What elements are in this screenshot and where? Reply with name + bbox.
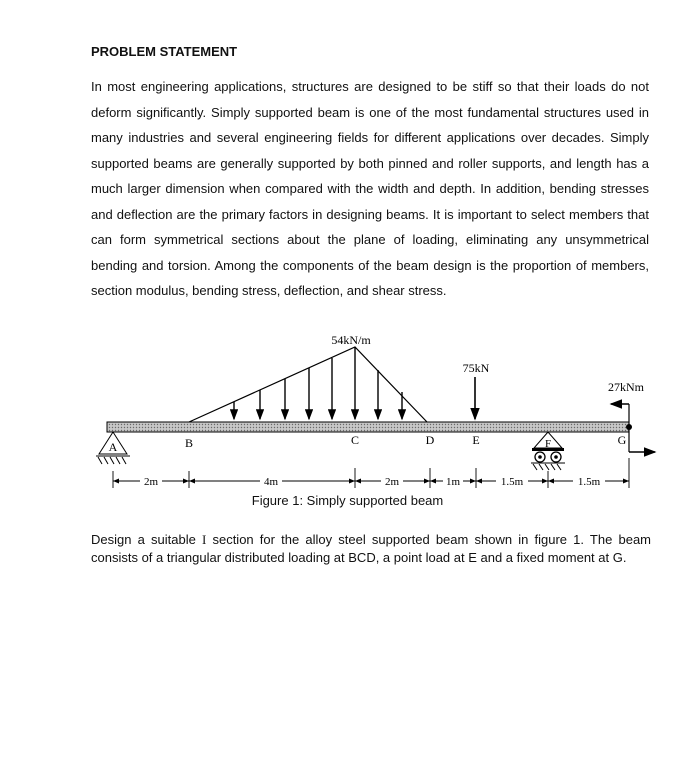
distributed-load-outline (189, 347, 427, 422)
beam-figure (90, 330, 670, 490)
design-text-after: section for the alloy steel supported beam shown in figure 1. The beam consists of a triangular distributed loading at BCD, a point load at E and a fixed moment at G. (91, 532, 651, 565)
dim-de: 1m (445, 476, 461, 488)
label-d: D (425, 433, 435, 447)
dim-bc: 4m (263, 476, 279, 488)
label-e: E (472, 433, 480, 447)
label-a: A (108, 440, 118, 454)
label-f: F (544, 438, 552, 450)
design-text-before: Design a suitable (91, 532, 202, 547)
point-g-dot (626, 424, 632, 430)
distributed-load-label: 54kN/m (331, 333, 371, 347)
distributed-load-arrows (234, 347, 402, 419)
label-g: G (617, 433, 627, 447)
point-load-label: 75kN (462, 361, 490, 375)
label-b: B (184, 436, 194, 450)
dim-cd: 2m (384, 476, 400, 488)
moment-label: 27kNm (608, 380, 644, 394)
problem-statement-heading: PROBLEM STATEMENT (91, 44, 238, 59)
i-section-letter: I (201, 532, 207, 547)
dim-fg: 1.5m (577, 476, 601, 488)
dim-ef: 1.5m (500, 476, 524, 488)
problem-paragraph: In most engineering applications, structures are designed to be stiff so that their loads do not deform significantly. Simply supported beam is one of the most fundamental structures used in many industries and several engineering fields for different applications over decades. Simply supported beams are generally supported by both pinned and roller supports, and length has a much larger dimension when compared with the width and depth. In addition, bending stresses and deflection are the primary factors in designing beams. It is important to select members that can form symmetrical sections about the plane of loading, eliminating any unsymmetrical bending and torsion. Among the components of the beam design is the proportion of members, section modulus, bending stress, deflection, and shear stress. (91, 79, 649, 298)
dim-ab: 2m (143, 476, 159, 488)
beam (107, 422, 629, 432)
ground-hatch-f (531, 463, 565, 470)
design-paragraph (91, 531, 651, 567)
figure-caption: Figure 1: Simply supported beam (251, 493, 444, 508)
label-c: C (350, 433, 360, 447)
ground-hatch-a (96, 456, 130, 464)
